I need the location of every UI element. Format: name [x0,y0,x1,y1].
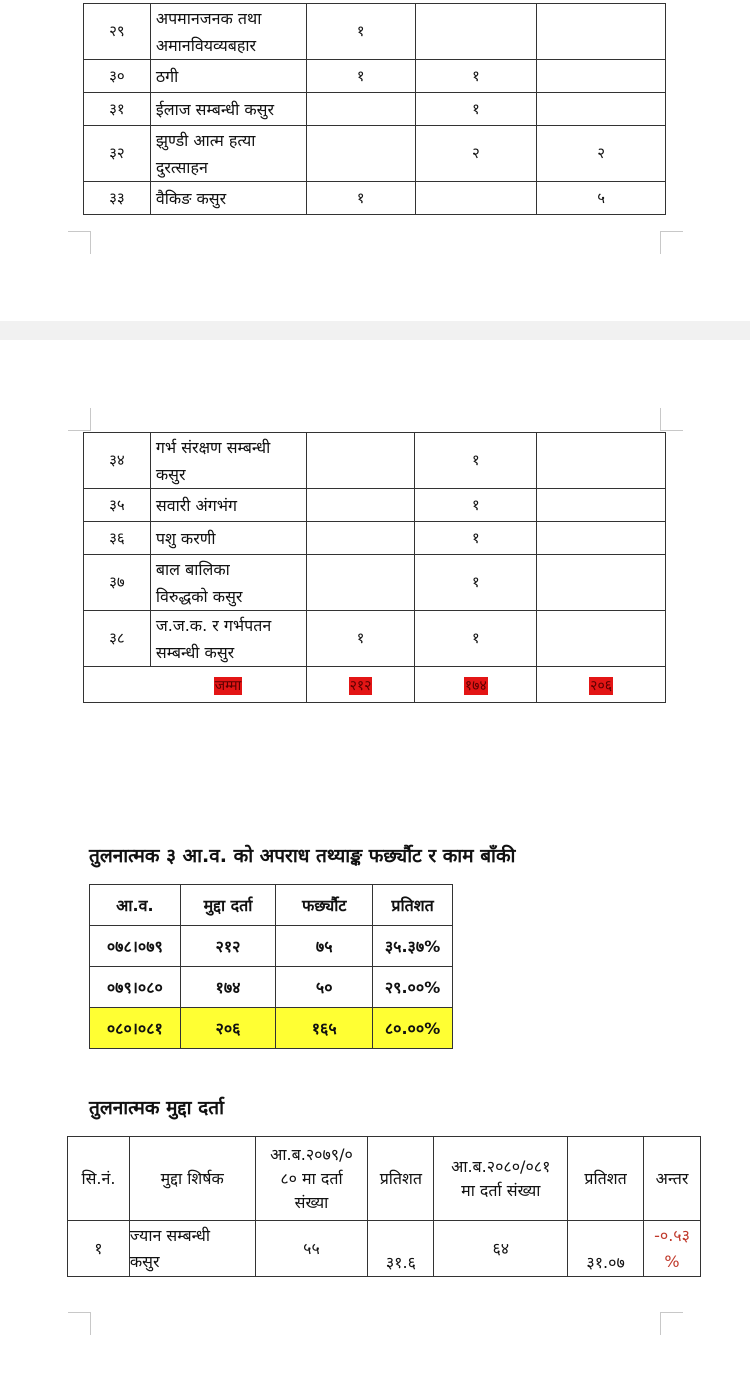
table-row [84,522,666,555]
serial-number: ३५ [84,489,151,522]
table-row [90,967,453,1008]
column-header: अन्तर [644,1137,701,1221]
column-header: फर्छ्यौट [276,885,373,926]
serial-number: ३१ [84,93,151,126]
serial-number: १ [68,1221,130,1277]
count-value: १ [415,555,537,611]
crime-title [150,60,306,93]
crime-title-line: वैकिङ कसुर [155,188,227,208]
crime-title-line: दुरत्साहन [155,157,208,177]
header-line: आ.ब.२०८०/०८१ [451,1156,551,1176]
crime-title [150,611,306,667]
count-value: १ [415,522,537,555]
table-row [84,182,666,215]
crime-title-line: पशु करणी [155,528,216,548]
total-label: जम्मा [214,678,242,694]
crime-title [150,433,306,489]
prev-count: ५५ [255,1221,368,1277]
count-value [537,60,666,93]
count-value: २ [537,126,666,182]
count-value [537,93,666,126]
crime-title-line: अमानवियव्यबहार [155,35,257,55]
count-value [537,433,666,489]
percentage: ८०.००% [373,1008,453,1049]
crime-title-line: कसुर [155,464,186,484]
count-value: १ [306,4,415,60]
case-title [129,1221,255,1277]
count-value: १ [306,611,415,667]
page-corner-mark [660,231,683,254]
percentage: २९.००% [373,967,453,1008]
cases-registered: २१२ [180,926,276,967]
comparison-heading: तुलनात्मक ३ आ.व. को अपराध तथ्याङ्क फर्छ्यौट र काम बाँकी [89,845,516,867]
count-value: १ [415,93,537,126]
serial-number: ३७ [84,555,151,611]
fiscal-year: ०८०।०८१ [90,1008,181,1049]
cases-registered: १७४ [180,967,276,1008]
comparison-table-registration [67,1136,701,1277]
difference-unit: % [664,1251,680,1271]
count-value: १ [306,60,415,93]
column-header: मुद्दा दर्ता [180,885,276,926]
count-value: १ [415,489,537,522]
crime-title-line: सवारी अंगभंग [155,495,237,515]
column-header: प्रतिशत [373,885,453,926]
count-value [537,4,666,60]
serial-number: ३६ [84,522,151,555]
page-separator [0,321,750,340]
table-header-row [90,885,453,926]
crime-title-line: विरुद्धको कसुर [155,586,243,606]
crime-title-line: ठगी [155,66,179,86]
crime-title [150,555,306,611]
case-title-line: ज्यान सम्बन्धी [129,1225,211,1245]
column-header: सि.नं. [68,1137,130,1221]
count-value [306,93,415,126]
table-row [84,489,666,522]
page-corner-mark [68,408,91,431]
count-value [537,555,666,611]
fiscal-year: ०७८।०७९ [90,926,181,967]
cases-settled: ५० [276,967,373,1008]
crime-table-top [83,3,666,215]
comparison-table-3-years [89,884,453,1049]
header-line: आ.ब.२०७९/० [270,1144,353,1164]
percentage: ३१.६ [368,1221,434,1277]
table-row [84,4,666,60]
column-header [255,1137,368,1221]
column-header: प्रतिशत [368,1137,434,1221]
cases-settled: ७५ [276,926,373,967]
count-value [537,489,666,522]
count-value: ५ [537,182,666,215]
fiscal-year: ०७९।०८० [90,967,181,1008]
serial-number: ३४ [84,433,151,489]
crime-title-line: गर्भ संरक्षण सम्बन्धी [155,437,271,457]
serial-number: ३८ [84,611,151,667]
column-header: मुद्दा शिर्षक [129,1137,255,1221]
count-value [306,489,415,522]
crime-table-bottom [83,432,666,703]
crime-title-line: बाल बालिका [155,559,230,579]
crime-title-line: ज.ज.क. र गर्भपतन [155,615,272,635]
count-value: २ [415,126,537,182]
header-line: संख्या [294,1192,329,1212]
table-row [84,60,666,93]
page-corner-mark [660,1312,683,1335]
column-header: प्रतिशत [568,1137,644,1221]
count-value: १ [415,433,537,489]
crime-title-line: झुण्डी आत्म हत्या [155,130,256,150]
count-value [306,433,415,489]
serial-number: ३३ [84,182,151,215]
table-row [84,93,666,126]
total-value: २०६ [590,678,613,694]
count-value [306,126,415,182]
total-row [84,667,666,703]
crime-title [150,182,306,215]
serial-number: ३० [84,60,151,93]
curr-count: ६४ [434,1221,568,1277]
table-header-row [68,1137,701,1221]
cases-settled: १६५ [276,1008,373,1049]
crime-title [150,126,306,182]
serial-number: २९ [84,4,151,60]
total-value: १७४ [464,678,487,694]
count-value: १ [306,182,415,215]
count-value [537,522,666,555]
crime-title-line: सम्बन्धी कसुर [155,642,235,662]
header-line: ८० मा दर्ता [280,1168,343,1188]
table-row [68,1221,701,1277]
page-corner-mark [68,231,91,254]
percentage: ३५.३७% [373,926,453,967]
comparison-heading: तुलनात्मक मुद्दा दर्ता [89,1097,225,1119]
count-value [415,182,537,215]
crime-title [150,522,306,555]
table-row-highlighted [90,1008,453,1049]
difference-value: -०.५३ [654,1225,690,1245]
crime-title [150,93,306,126]
crime-title [150,489,306,522]
cases-registered: २०६ [180,1008,276,1049]
count-value [415,4,537,60]
count-value: १ [415,611,537,667]
count-value: १ [415,60,537,93]
column-header: आ.व. [90,885,181,926]
header-line: मा दर्ता संख्या [461,1180,541,1200]
case-title-line: कसुर [129,1251,160,1271]
difference [644,1221,701,1277]
crime-title-line: अपमानजनक तथा [155,8,262,28]
percentage: ३१.०७ [568,1221,644,1277]
page-corner-mark [660,408,683,431]
crime-title [150,4,306,60]
table-row [84,126,666,182]
count-value [306,555,415,611]
total-value: २१२ [349,678,372,694]
serial-number: ३२ [84,126,151,182]
table-row [84,433,666,489]
crime-title-line: ईलाज सम्बन्धी कसुर [155,99,274,119]
page-corner-mark [68,1312,91,1335]
count-value [306,522,415,555]
table-row [84,611,666,667]
table-row [90,926,453,967]
column-header [434,1137,568,1221]
table-row [84,555,666,611]
count-value [537,611,666,667]
